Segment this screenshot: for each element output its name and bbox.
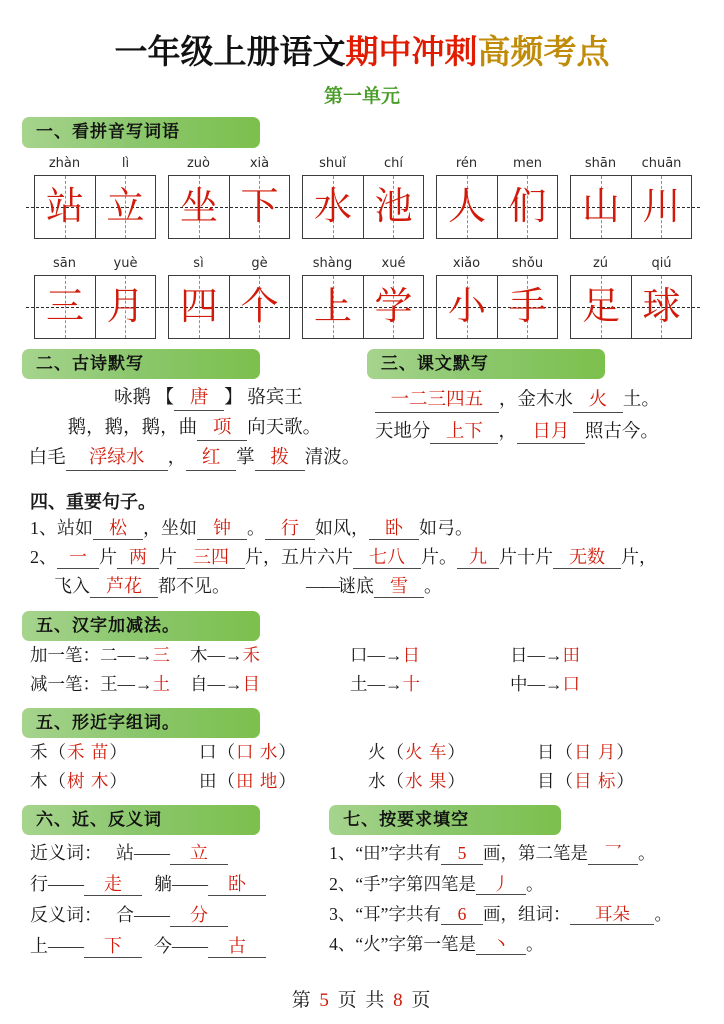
grid-character: 川 [642,185,681,228]
character-grid-box [436,175,558,239]
section-6-heading: 六、近、反义词 [22,805,260,835]
character-grid-box [168,175,290,239]
similar-char-item: 日（日 月） [537,742,635,763]
antonym-line-1: 反义词： 合—— 分 [22,900,329,931]
poem-blank-fulvshui[interactable]: 浮绿水 [66,449,168,470]
title-segment-topic: 高频考点 [477,32,610,71]
similar-char-word[interactable]: 田 地 [236,771,279,792]
pinyin-label: zuò [186,155,211,171]
pinyin-label: xiǎo [452,255,481,271]
similar-char-word[interactable]: 树 木 [67,771,110,792]
similar-char-item: 木（树 木） [30,771,128,792]
grid-character: 水 [313,185,352,228]
pinyin-label: gè [251,255,268,271]
section-5b-heading: 五、形近字组词。 [22,708,260,738]
blank-liang[interactable]: 两 [117,548,159,569]
pinyin-label: sì [193,255,204,271]
grid-character: 手 [508,285,547,328]
grid-cell[interactable] [95,176,155,238]
grid-character: 立 [106,185,145,228]
blank-jiu[interactable]: 九 [457,548,499,569]
poem-blank-bo[interactable]: 拨 [255,449,305,470]
poem-line-1: 咏鹅 【 唐 】 骆宾王 [22,384,367,414]
grid-cell[interactable] [95,276,155,338]
similar-char-word[interactable]: 水 果 [405,771,448,792]
pinyin-grid-row-2 [22,255,702,339]
grid-character: 小 [447,285,486,328]
section-6 [22,805,329,962]
grid-cell[interactable] [35,276,95,338]
remove-stroke-item: 土—→十 [350,673,420,694]
grid-cell[interactable] [437,276,497,338]
character-grid-box [34,275,156,339]
grid-cell[interactable] [497,176,557,238]
section-2-heading: 二、古诗默写 [22,349,260,379]
blank-zou[interactable]: 走 [84,875,142,896]
section-7 [329,805,702,962]
poem-blank-xiang[interactable]: 项 [197,419,247,440]
synonym-line-2: 行—— 走 躺—— 卧 [22,869,329,900]
page-footer: 第 5 页 共 8 页 [291,990,433,1011]
grid-character: 学 [374,285,413,328]
word-group [570,255,692,339]
grid-cell[interactable] [363,276,423,338]
grid-cell[interactable] [631,276,691,338]
synonym-line-1: 近义词： 站—— 立 [22,838,329,869]
section-1 [22,117,702,339]
poem-line-2: 鹅，鹅，鹅，曲 项 向天歌。 [22,414,367,444]
add-stroke-item: 木—→禾 [190,644,260,665]
kewen-line-1: 一二三四五 ，金木水 火 土。 [375,385,702,416]
grid-character: 足 [581,285,620,328]
section-3-heading: 三、课文默写 [367,349,605,379]
pinyin-label: lì [121,155,130,171]
similar-char-item: 口（口 水） [199,742,297,763]
grid-character: 三 [45,285,84,328]
arrow-icon: —→ [207,644,243,665]
word-group [302,155,424,239]
pinyin-label: shān [584,155,617,171]
similar-char-row [22,767,702,796]
word-group [34,155,156,239]
add-stroke-lead: 加一笔：二—→三 [30,644,170,665]
section-4 [22,488,702,601]
section-4-item-1: 1、站如 松 ，坐如 钟 。 行 如风， 卧 如弓。 [30,518,473,539]
similar-char-item: 水（水 果） [368,771,466,792]
grid-character: 坐 [179,185,218,228]
word-group [436,155,558,239]
grid-cell[interactable] [363,176,423,238]
arrow-icon: —→ [367,673,403,694]
character-grid-box [168,275,290,339]
antonym-line-2: 上—— 下 今—— 古 [22,931,329,962]
pinyin-label: xué [381,255,406,271]
blank-er-strokes[interactable]: 6 [441,905,483,925]
similar-char-item: 田（田 地） [199,771,297,792]
poem-line-3: 白毛 浮绿水 ， 红 掌 拨 清波。 [22,444,367,474]
similar-char-word[interactable]: 口 水 [236,742,279,763]
blank-luhua[interactable]: 芦花 [90,577,158,598]
grid-cell[interactable] [631,176,691,238]
poem-body [22,384,367,474]
grid-cell[interactable] [303,276,363,338]
arrow-icon: —→ [117,644,153,665]
pinyin-label: men [513,155,542,171]
grid-cell[interactable] [497,276,557,338]
similar-char-item: 火（火 车） [368,742,466,763]
pinyin-label: shǒu [511,255,544,271]
blank-fen[interactable]: 分 [170,906,228,927]
fill-item-4: 4、“火”字第一笔是 丶 。 [329,933,544,954]
blank-song[interactable]: 松 [93,519,143,540]
blank-zhong[interactable]: 钟 [197,519,247,540]
page-title [22,0,702,70]
title-segment-exam: 期中冲刺 [345,32,478,71]
grid-cell[interactable] [571,176,631,238]
kewen-blank-huo[interactable]: 火 [573,391,623,412]
grid-character: 上 [313,285,352,328]
grid-cell[interactable] [437,176,497,238]
blank-huo-first-stroke[interactable]: 丶 [476,935,526,955]
grid-cell[interactable] [229,276,289,338]
grid-character: 们 [508,185,547,228]
character-grid-box [570,275,692,339]
grid-character: 站 [45,185,84,228]
grid-character: 个 [240,285,279,328]
grid-character: 山 [581,185,620,228]
blank-wo[interactable]: 卧 [369,519,419,540]
grid-character: 四 [179,285,218,328]
word-group [302,255,424,339]
section-1-heading: 一、看拼音写词语 [22,117,260,147]
word-group [436,255,558,339]
pinyin-label: yuè [113,255,138,271]
page-subtitle: 第一单元 [323,86,400,108]
pinyin-label: sān [53,255,76,271]
pinyin-label: shàng [312,255,353,271]
blank-shou-fourth-stroke[interactable]: 丿 [476,875,526,895]
pinyin-grid-row-1 [22,155,702,239]
blank-xia[interactable]: 下 [84,937,142,958]
title-segment-subject: 一年级上册语文 [114,32,346,71]
kewen-line-2: 天地分 上下 ， 日月 照古今。 [375,417,702,448]
add-stroke-row [22,641,702,670]
grid-cell[interactable] [35,176,95,238]
grid-cell[interactable] [169,176,229,238]
section-2 [22,349,367,474]
section-5a-heading: 五、汉字加减法。 [22,611,260,641]
blank-tian-strokes[interactable]: 5 [441,844,483,864]
fill-item-2: 2、“手”字第四笔是 丿 。 [329,873,544,894]
word-group [168,255,290,339]
blank-yi[interactable]: 一 [57,548,99,569]
character-grid-box [34,175,156,239]
pinyin-label: chí [384,155,403,171]
section-5b [22,708,702,796]
similar-char-word[interactable]: 禾 苗 [67,742,110,763]
similar-char-item: 禾（禾 苗） [30,742,128,763]
arrow-icon: —→ [207,673,243,694]
grid-cell[interactable] [571,276,631,338]
text-recitation-body [367,385,702,448]
total-page-number: 8 [393,990,405,1011]
arrow-icon: —→ [527,644,563,665]
similar-char-row [22,738,702,767]
remove-stroke-item: 中—→口 [510,673,580,694]
grid-cell[interactable] [229,176,289,238]
similar-char-item: 目（目 标） [537,771,635,792]
similar-char-word[interactable]: 目 标 [574,771,617,792]
arrow-icon: —→ [367,644,403,665]
pinyin-label: rén [455,155,478,171]
pinyin-label: zhàn [48,155,81,171]
grid-character: 球 [642,285,681,328]
fill-item-3: 3、“耳”字共有 6 画，组词： 耳朵 。 [329,903,672,924]
pinyin-label: zú [592,255,609,271]
arrow-icon: —→ [117,673,153,694]
blank-li[interactable]: 立 [170,844,228,865]
add-stroke-item: 日—→田 [510,644,580,665]
character-grid-box [302,275,424,339]
blank-xue[interactable]: 雪 [374,577,424,598]
section-4-heading: 四、重要句子。 [30,492,156,513]
grid-character: 下 [240,185,279,228]
current-page-number: 5 [319,990,331,1011]
blank-wo2[interactable]: 卧 [208,875,266,896]
character-grid-box [436,275,558,339]
em-dash: —— [306,576,338,597]
blank-er-word[interactable]: 耳朵 [570,905,654,925]
sections-6-7-row [22,805,702,962]
grid-cell[interactable] [303,176,363,238]
add-stroke-item: 口—→日 [350,644,420,665]
grid-character: 池 [374,185,413,228]
remove-stroke-item: 自—→目 [190,673,260,694]
pinyin-label: chuān [641,155,682,171]
similar-char-word[interactable]: 日 月 [574,742,617,763]
pinyin-label: shuǐ [319,155,346,171]
word-group [570,155,692,239]
word-group [168,155,290,239]
remove-stroke-lead: 减一笔：王—→土 [30,673,170,694]
section-4-item-2: 2、 一 片 两 片 三四 片，五片六片 七八 片。 九 片十片 无数 片， [30,547,657,568]
grid-cell[interactable] [169,276,229,338]
blank-gu[interactable]: 古 [208,937,266,958]
arrow-icon: —→ [527,673,563,694]
kewen-blank-numbers[interactable]: 一二三四五 [375,391,499,412]
blank-tian-second-stroke[interactable]: 乛 [588,844,638,864]
kewen-blank-shangxia[interactable]: 上下 [430,423,498,444]
blank-sansi[interactable]: 三四 [177,548,245,569]
grid-character: 人 [447,185,486,228]
character-grid-box [570,175,692,239]
character-grid-box [302,175,424,239]
pinyin-label: qiú [651,255,672,271]
similar-char-word[interactable]: 火 车 [405,742,448,763]
section-4-item-2-cont: 飞入 芦花 都不见。 ——谜底 雪 。 [54,576,442,597]
pinyin-label: xià [249,155,270,171]
blank-wushu[interactable]: 无数 [553,548,621,569]
section-7-heading: 七、按要求填空 [329,805,561,835]
poem-blank-dynasty[interactable]: 唐 [174,389,224,410]
kewen-blank-riyue[interactable]: 日月 [517,423,585,444]
fill-item-1: 1、“田”字共有 5 画，第二笔是 乛 。 [329,843,656,864]
poem-blank-hong[interactable]: 红 [186,449,236,470]
section-5a [22,611,702,699]
grid-character: 月 [106,285,145,328]
sections-2-3-row [22,349,702,474]
blank-qiba[interactable]: 七八 [353,548,421,569]
remove-stroke-row [22,670,702,699]
word-group [34,255,156,339]
blank-xing[interactable]: 行 [265,519,315,540]
section-3 [367,349,702,474]
